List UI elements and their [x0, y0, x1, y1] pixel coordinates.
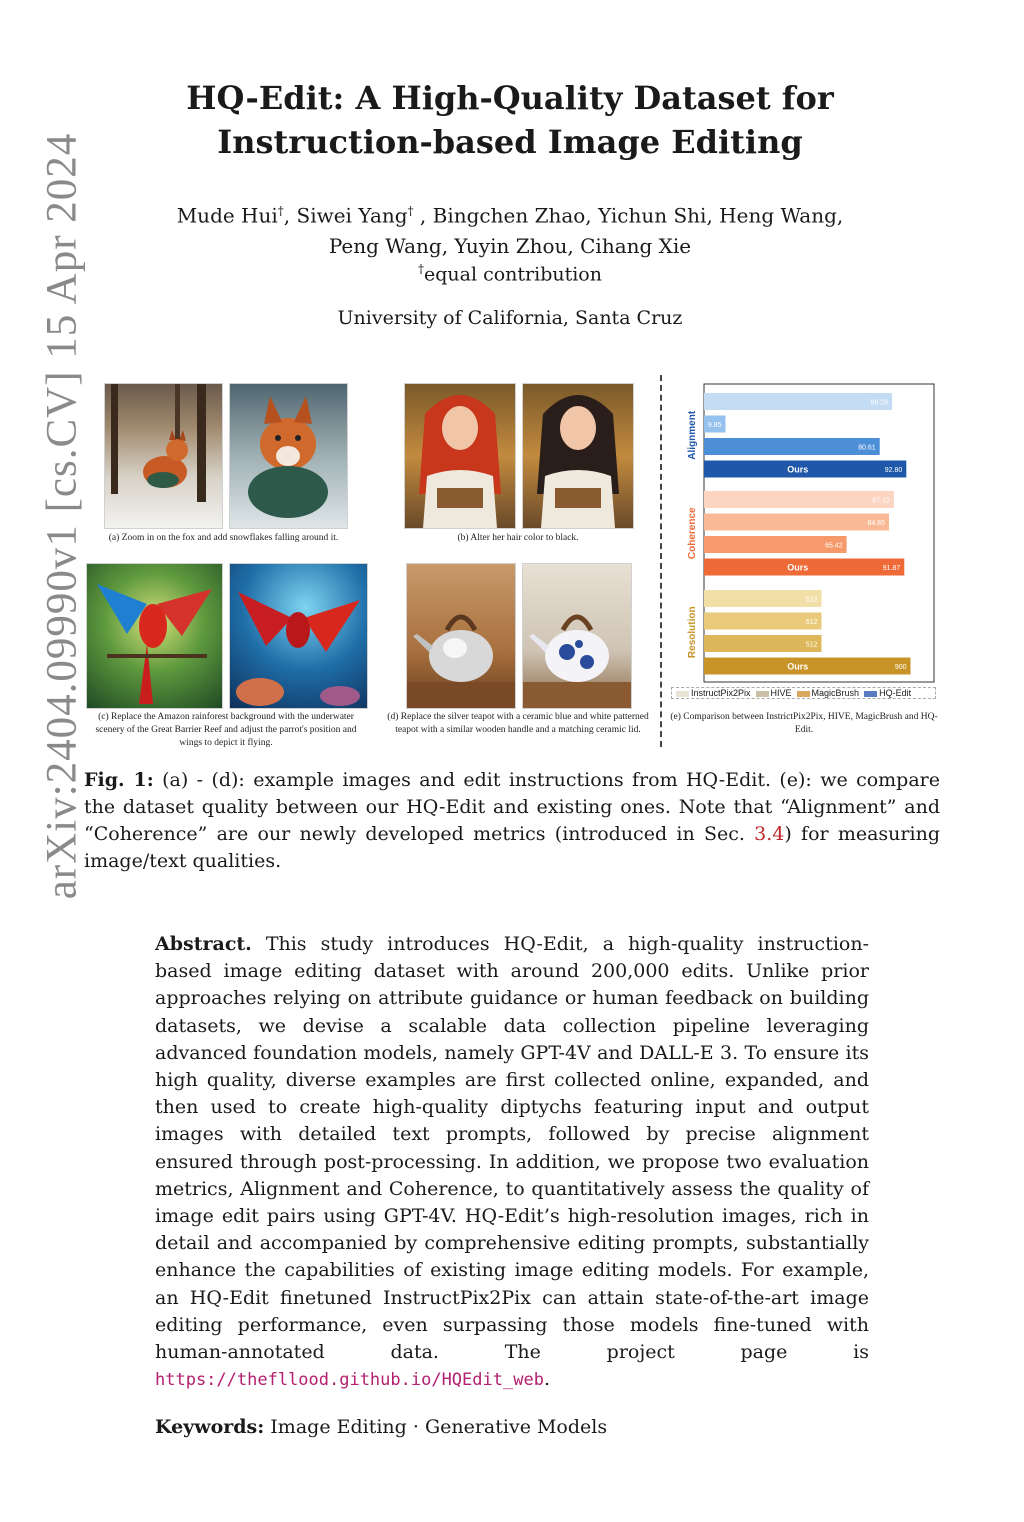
section-reference-link[interactable]: 3.4: [754, 823, 785, 845]
author-2: , Siwei Yang: [283, 203, 408, 228]
parrot-input-image: [86, 563, 223, 709]
group-label-alignment: Alignment: [687, 410, 698, 460]
bar-value-label: 80.61: [858, 444, 876, 452]
bar-coherence-1: [704, 514, 889, 531]
project-page-link[interactable]: https://thefllood.github.io/HQEdit_web: [155, 1370, 544, 1391]
group-label-resolution: Resolution: [687, 606, 698, 659]
dagger-mark: †: [418, 262, 424, 276]
figure-caption: Fig. 1: (a) - (d): example images and edit instructions from HQ-Edit. (e): we compare the dataset quality between our HQ-Edit and existing ones. Note that “Alignment” and “Coherence” are our newly developed metrics (introduced in Sec. 3.4) for measuring image/text qualities.: [84, 769, 940, 872]
caption-d: (d) Replace the silver teapot with a ceramic blue and white patterned teapot with a similar wooden handle and a matching ceramic lid.: [387, 712, 649, 735]
legend-swatch: [676, 691, 689, 697]
legend-swatch: [756, 691, 769, 697]
caption-c: (c) Replace the Amazon rainforest background with the underwater scenery of the Great Barrier Reef and adjust the parrot's position and wings to depict it flying.: [95, 712, 357, 748]
title-line-2: Instruction-based Image Editing: [217, 123, 803, 161]
bar-coherence-0: [704, 491, 894, 508]
group-label-coherence: Coherence: [687, 507, 698, 560]
ours-label: Ours: [787, 661, 809, 672]
parrot-output-image: [229, 563, 368, 709]
legend-item-instructpix2pix: InstructPix2Pix: [676, 688, 751, 698]
ceramic-teapot-image: [522, 563, 632, 709]
dagger-mark: †: [407, 204, 414, 218]
ours-label: Ours: [787, 562, 809, 573]
author-list: [120, 196, 900, 261]
silver-teapot-image: [406, 563, 516, 709]
caption-e: (e) Comparison between InstrictPix2Pix, HIVE, MagicBrush and HQ-Edit.: [670, 712, 938, 735]
chart-canvas: [669, 383, 936, 683]
bar-resolution-0: [704, 590, 821, 607]
bar-value-label: 65.42: [825, 542, 843, 550]
bar-value-label: 9.85: [707, 422, 722, 429]
keywords-label: Keywords:: [155, 1416, 265, 1438]
bar-resolution-2: [704, 635, 821, 652]
abstract-label: Abstract.: [155, 933, 252, 955]
bar-alignment-2: [704, 438, 880, 455]
legend-swatch: [864, 691, 877, 697]
equal-contribution-note: †equal contribution: [418, 262, 602, 286]
abstract: Abstract. This study introduces HQ-Edit, a high-quality instruction-based image editing dataset with around 200,000 edits. Unlike prior approaches relying on attribute guidance or human feedback on building datasets, we devise a scalable data collection pipeline leveraging advanced foundation models, namely GPT-4V and DALL-E 3. To ensure its high quality, diverse examples are first collected online, expanded, and then used to create high-quality diptychs featuring input and output images with detailed text prompts, followed by precise alignment ensured through post-processing. In addition, we propose two evaluation metrics, Alignment and Coherence, to quantitatively assess the quality of image edit pairs using GPT-4V. HQ-Edit’s high-resolution images, rich in detail and accompanied by comprehensive editing prompts, substantially enhance the capabilities of existing image editing models. For example, an HQ-Edit finetuned InstructPix2Pix can attain state-of-the-art image editing performance, even surpassing those models fine-tuned with human-annotated data. The project page is https://thefllood.github.io/HQEdit_web.: [155, 933, 869, 1391]
woman-input-image: [404, 383, 516, 529]
bar-value-label: 86.28: [870, 399, 889, 407]
caption-a: (a) Zoom in on the fox and add snowflakes falling around it.: [108, 533, 339, 543]
figure-label: Fig. 1:: [84, 769, 154, 791]
bar-value-label: 91.87: [882, 565, 901, 572]
abstract-text: This study introduces HQ-Edit, a high-quality instruction-based image editing dataset with around 200,000 edits. Unlike prior approaches relying on attribute guidance or human feedback on building datasets, we devise a scalable data collection pipeline leveraging advanced foundation models, namely GPT-4V and DALL-E 3. To ensure its high quality, diverse examples are first collected online, expanded, and then used to create high-quality diptychs featuring input and output images with detailed text prompts, followed by precise alignment ensured through post-processing. In addition, we propose two evaluation metrics, Alignment and Coherence, to quantitatively assess the quality of image edit pairs using GPT-4V. HQ-Edit’s high-resolution images, rich in detail and accompanied by comprehensive editing prompts, substantially enhance the capabilities of existing image editing models. For example, an HQ-Edit finetuned InstructPix2Pix can attain state-of-the-art image editing performance, even surpassing those models fine-tuned with human-annotated data. The project page is: [155, 933, 869, 1364]
fox-output-image: [229, 383, 348, 529]
chart-legend: [671, 687, 936, 699]
bar-value-label: 84.85: [867, 520, 885, 527]
paper-title: [120, 76, 900, 164]
affiliation: University of California, Santa Cruz: [337, 307, 683, 329]
bar-value-label: 512: [805, 641, 818, 649]
keywords: Keywords: Image Editing · Generative Models: [155, 1416, 608, 1438]
bar-value-label: 512: [805, 596, 818, 604]
figure-divider: [660, 375, 662, 747]
legend-swatch: [797, 691, 810, 697]
fox-input-image: [104, 383, 223, 529]
author-1: Mude Hui: [176, 203, 278, 228]
legend-item-hive: HIVE: [756, 688, 792, 698]
bar-alignment-0: [704, 393, 892, 410]
authors-rest: , Bingchen Zhao, Yichun Shi, Heng Wang,: [413, 203, 844, 228]
legend-item-hq-edit: HQ-Edit: [864, 688, 911, 698]
caption-b: (b) Alter her hair color to black.: [457, 533, 579, 543]
bar-value-label: 87.12: [872, 497, 890, 505]
bar-value-label: 512: [805, 619, 818, 626]
legend-item-magicbrush: MagicBrush: [797, 688, 860, 698]
bar-resolution-1: [704, 613, 821, 630]
dagger-mark: †: [277, 204, 284, 218]
title-line-1: HQ-Edit: A High-Quality Dataset for: [186, 79, 834, 117]
authors-line-2: Peng Wang, Yuyin Zhou, Cihang Xie: [328, 233, 692, 258]
bar-value-label: 900: [894, 664, 907, 671]
bar-value-label: 92.80: [884, 467, 903, 474]
woman-output-image: [522, 383, 634, 529]
comparison-chart: [669, 383, 936, 683]
arxiv-identifier: arXiv:2404.09990v1 [cs.CV] 15 Apr 2024: [38, 132, 86, 900]
ours-label: Ours: [787, 464, 809, 475]
